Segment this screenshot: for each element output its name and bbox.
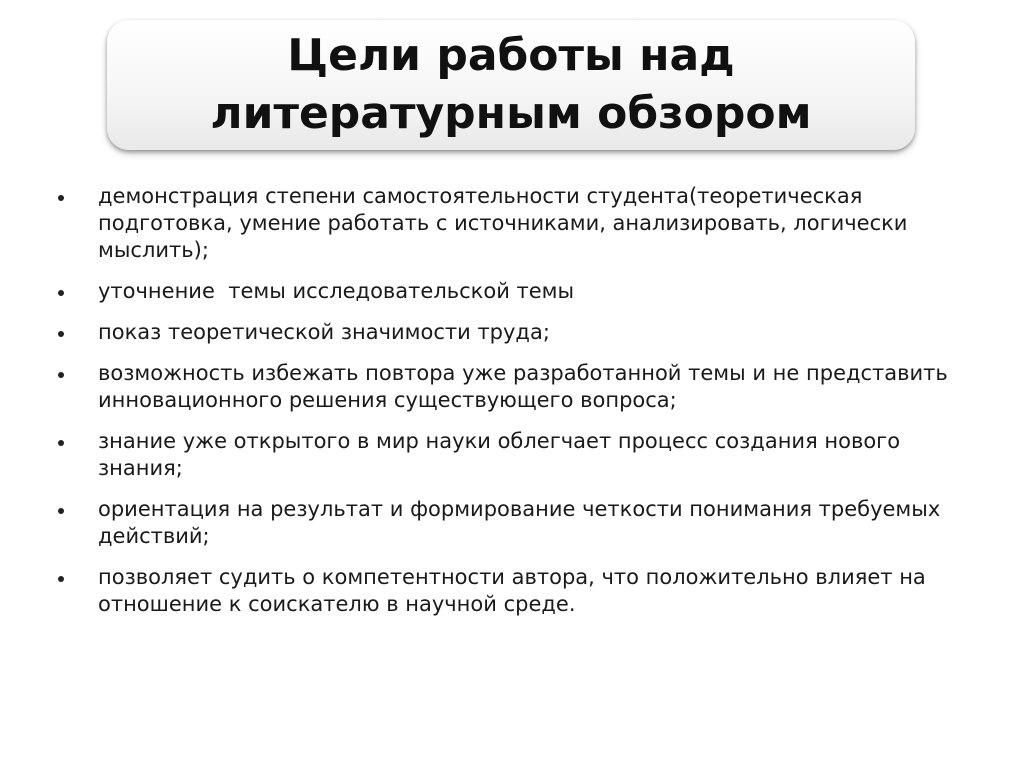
slide-title-box [107, 20, 915, 150]
bullet-list [58, 183, 988, 632]
list-item [58, 278, 988, 305]
list-item [58, 360, 988, 414]
bullet-dot-icon [58, 290, 64, 296]
list-item [58, 496, 988, 550]
list-item [58, 319, 988, 346]
bullet-text: возможность избежать повтора уже разработанной темы и не представить инновационного решения существующего вопроса; [98, 361, 955, 412]
bullet-text: позволяет судить о компетентности автора, что положительно влияет на отношение к соискателю в научной среде. [98, 565, 933, 616]
list-item [58, 428, 988, 482]
bullet-dot-icon [58, 195, 64, 201]
bullet-text: ориентация на результат и формирование четкости понимания требуемых действий; [98, 497, 947, 548]
bullet-dot-icon [58, 372, 64, 378]
list-item [58, 564, 988, 618]
bullet-dot-icon [58, 576, 64, 582]
bullet-text: показ теоретической значимости труда; [98, 320, 550, 344]
list-item [58, 183, 988, 264]
bullet-dot-icon [58, 508, 64, 514]
slide-title: Цели работы над литературным обзором [210, 30, 812, 139]
bullet-dot-icon [58, 440, 64, 446]
bullet-dot-icon [58, 331, 64, 337]
bullet-text: уточнение темы исследовательской темы [98, 279, 575, 303]
bullet-text: знание уже открытого в мир науки облегчает процесс создания нового знания; [98, 429, 907, 480]
bullet-text: демонстрация степени самостоятельности студента(теоретическая подготовка, умение работать с источниками, анализировать, логически мыслить); [98, 184, 915, 262]
